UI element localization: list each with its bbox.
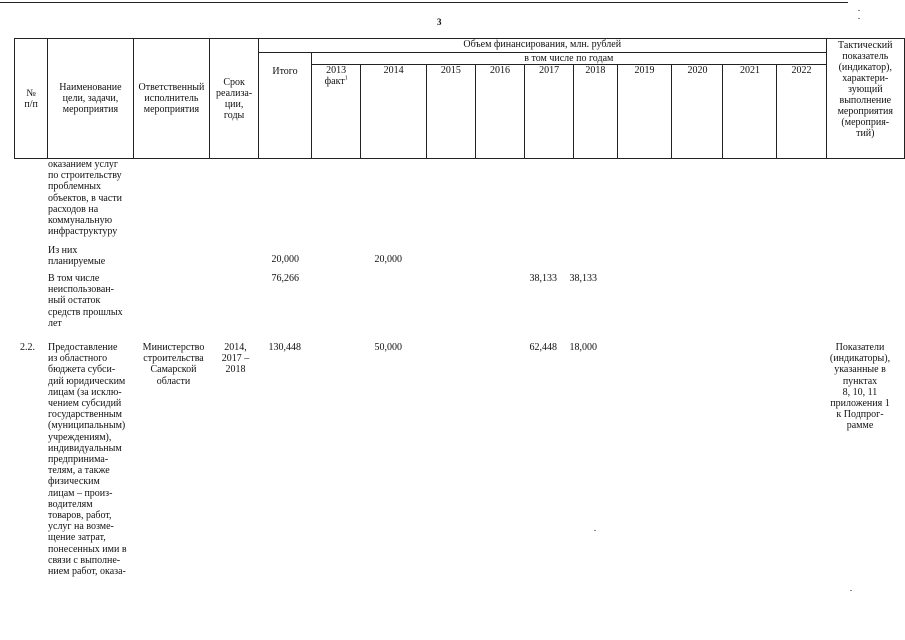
row-22-total: 130,448	[268, 342, 301, 353]
row-planned-2014: 20,000	[374, 254, 402, 265]
header-year-2013: 2013 факт$^1$	[312, 65, 361, 159]
scan-speck	[850, 590, 852, 591]
row-22-term: 2014, 2017 – 2018	[221, 342, 250, 376]
row-22-2018: 18,000	[569, 342, 597, 353]
header-total: Итого	[258, 53, 311, 159]
header-year-2022: 2022	[777, 65, 826, 159]
header-name: Наименование цели, задачи, мероприятия	[48, 39, 133, 159]
row-22-indicator: Показатели (индикаторы), указанные в пунктах 8, 10, 11 приложения 1 к Подпрог- рамме	[829, 342, 891, 432]
scan-speck	[858, 10, 860, 11]
row-22-2014: 50,000	[374, 342, 402, 353]
page-number: 3	[437, 17, 442, 27]
header-year-2016: 2016	[475, 65, 524, 159]
header-no: № п/п	[15, 39, 48, 159]
header-year-2020: 2020	[672, 65, 723, 159]
header-funding: Объем финансирования, млн. рублей	[258, 39, 826, 53]
row-unused-name: В том числе неиспользован- ный остаток средств прошлых лет	[48, 273, 123, 329]
header-year-2019: 2019	[617, 65, 672, 159]
table-header	[14, 38, 905, 159]
row-22-no: 2.2.	[20, 342, 35, 353]
header-by-years: в том числе по годам	[312, 53, 826, 65]
header-year-2014: 2014	[361, 65, 427, 159]
row-22-2017: 62,448	[529, 342, 557, 353]
header-indicator: Тактический показатель (индикатор), характери- зующий выполнение мероприятия (мероприя- тий)	[826, 39, 904, 159]
scan-speck	[858, 18, 860, 19]
header-year-2015: 2015	[426, 65, 475, 159]
row-22-executor: Министерство строительства Самарской области	[142, 342, 205, 387]
page-top-rule	[0, 2, 848, 3]
row-unused-total: 76,266	[271, 273, 299, 284]
header-year-2021: 2021	[723, 65, 777, 159]
row-planned-name: Из них планируемые	[48, 245, 106, 268]
header-executor: Ответственный исполнитель мероприятия	[133, 39, 210, 159]
header-term: Срок реализа- ции, годы	[210, 39, 259, 159]
row-planned-total: 20,000	[271, 254, 299, 265]
header-year-2017: 2017	[525, 65, 574, 159]
cont-name: оказанием услуг по строительству проблемных объектов, в части расходов на коммунальную инфраструктуру	[48, 159, 122, 238]
row-unused-2018: 38,133	[569, 273, 597, 284]
row-unused-2017: 38,133	[529, 273, 557, 284]
header-year-2018: 2018	[574, 65, 617, 159]
scan-speck	[594, 530, 596, 531]
row-22-name: Предоставление из областного бюджета субси- дий юридическим лицам (за исклю- чением субсидий государственным (муниципальным) учреждениям), индивидуальным предпринима- телям, а также физическим лицам – произ- водителям товаров, работ, услуг на возме- щение затрат, понесенных ими в связи с выполне- нием работ, оказа-	[48, 342, 127, 578]
